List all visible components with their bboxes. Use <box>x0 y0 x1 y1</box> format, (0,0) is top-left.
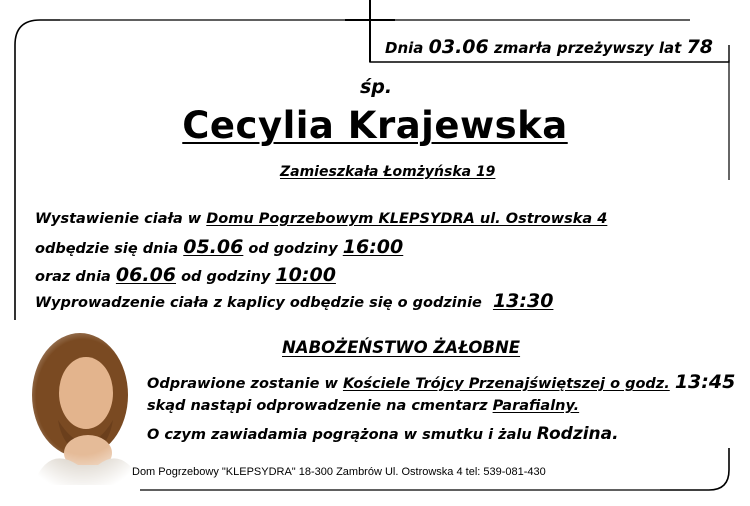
church-name: Kościele Trójcy Przenajświętszej o godz. <box>342 376 670 392</box>
service-time: 13:45 <box>674 371 736 393</box>
viewing-line-3-prefix: oraz dnia <box>35 269 111 285</box>
viewing-line-1-prefix: Wystawienie ciała w <box>35 211 202 227</box>
viewing-line-1 <box>35 211 607 227</box>
viewing-line-4-prefix: Wyprowadzenie ciała z kaplicy odbędzie się o godzinie <box>35 295 482 311</box>
viewing-line-4 <box>35 290 553 312</box>
service-line-1-prefix: Odprawione zostanie w <box>147 376 338 392</box>
praying-figure-image <box>18 325 148 485</box>
viewing-line-2 <box>35 236 403 258</box>
service-line-2-prefix: skąd nastąpi odprowadzenie na cmentarz <box>147 398 488 414</box>
service-line-3 <box>147 424 619 444</box>
family-signature: Rodzina. <box>536 424 619 444</box>
date-prefix: Dnia <box>385 39 424 57</box>
viewing-place: Domu Pogrzebowym KLEPSYDRA ul. Ostrowska 4 <box>206 211 608 227</box>
service-heading-text: NABOŻEŃSTWO ŻAŁOBNE <box>282 338 521 357</box>
viewing-date-2: 06.06 <box>115 264 177 286</box>
viewing-date-1: 05.06 <box>183 236 244 258</box>
service-line-2 <box>147 398 579 414</box>
viewing-line-2-mid: od godziny <box>248 241 338 257</box>
service-heading <box>282 338 520 357</box>
deceased-name-text: Cecylia Krajewska <box>182 104 568 147</box>
viewing-line-3-mid: od godziny <box>181 269 271 285</box>
death-date: 03.06 <box>428 36 489 58</box>
death-date-line <box>385 36 713 58</box>
viewing-time-1: 16:00 <box>342 236 404 258</box>
address: Zamieszkała Łomżyńska 19 <box>280 164 496 180</box>
funeral-home-footer: Dom Pogrzebowy "KLEPSYDRA" 18-300 Zambrów Ul. Ostrowska 4 tel: 539-081-430 <box>132 466 546 478</box>
viewing-time-2: 10:00 <box>275 264 336 286</box>
cemetery-name: Parafialny. <box>492 398 580 414</box>
frame-right-bottom-corner <box>660 448 729 490</box>
honorific: śp. <box>360 76 393 98</box>
chapel-departure-time: 13:30 <box>492 290 554 312</box>
deceased-name <box>0 104 750 147</box>
service-line-3-prefix: O czym zawiadamia pogrążona w smutku i żalu <box>147 427 532 443</box>
viewing-line-2-prefix: odbędzie się dnia <box>35 241 179 257</box>
date-middle-text: zmarła przeżywszy lat <box>493 39 682 57</box>
service-line-1 <box>147 371 735 393</box>
age: 78 <box>686 36 714 58</box>
viewing-line-3 <box>35 264 336 286</box>
